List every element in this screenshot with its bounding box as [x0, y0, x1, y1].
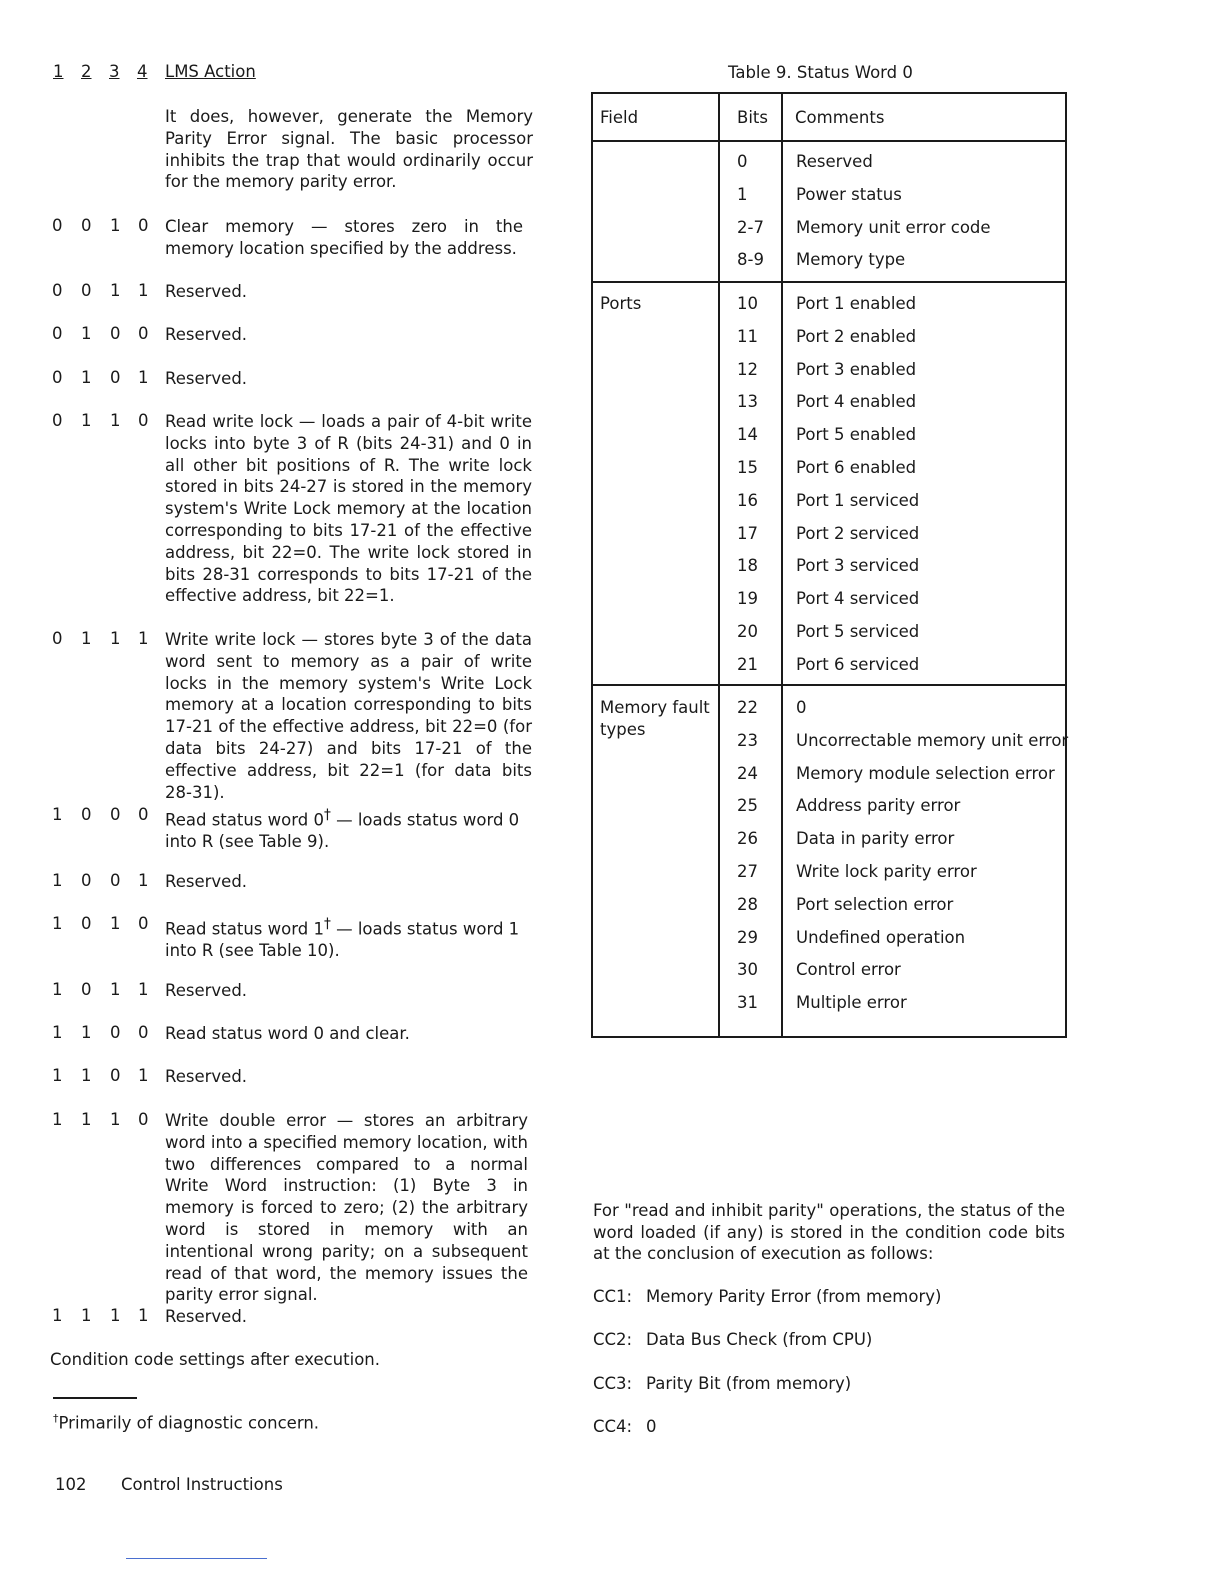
bits-cell: 2-7 [737, 218, 764, 237]
entry-text-part: — loads status word 0 into R (see Table 9). [165, 810, 520, 852]
cc-desc: 0 [646, 1417, 657, 1436]
cc-item [593, 1417, 657, 1436]
bit: 1 [110, 980, 121, 999]
bit: 0 [52, 411, 63, 430]
entry-text: Reserved. [165, 1307, 248, 1326]
bit: 0 [110, 368, 121, 387]
bit: 1 [110, 914, 121, 933]
blue-rule [126, 1558, 267, 1559]
bits-cell: 28 [737, 895, 758, 914]
bits-cell: 25 [737, 796, 758, 815]
row-divider [593, 684, 1065, 686]
field-memory-fault: Memory fault [600, 698, 710, 717]
bit: 0 [138, 411, 149, 430]
entry-text [165, 805, 545, 853]
bits-cell: 30 [737, 960, 758, 979]
page-section: Control Instructions [121, 1475, 283, 1494]
column-divider [781, 94, 783, 1036]
dagger-mark: † [323, 916, 331, 932]
bit: 0 [81, 281, 92, 300]
bit: 1 [138, 1066, 149, 1085]
bits-cell: 18 [737, 556, 758, 575]
inhibit-parity-paragraph: For "read and inhibit parity" operations, the status of the word loaded (if any) is stored in the condition code bits at the conclusion of execution as follows: [593, 1201, 1065, 1263]
cc-desc: Data Bus Check (from CPU) [646, 1330, 873, 1349]
bit: 0 [81, 216, 92, 235]
bits-cell: 13 [737, 392, 758, 411]
bit: 1 [81, 1306, 92, 1325]
comment-cell: Port 4 serviced [796, 589, 920, 608]
comment-cell: Address parity error [796, 796, 961, 815]
bit: 1 [138, 1306, 149, 1325]
comment-cell: Port 5 serviced [796, 622, 920, 641]
comment-cell: Port 2 enabled [796, 327, 917, 346]
bit: 0 [81, 914, 92, 933]
bit: 1 [138, 281, 149, 300]
bit: 0 [52, 281, 63, 300]
bit: 0 [81, 805, 92, 824]
bits-cell: 1 [737, 185, 748, 204]
bit-header-4: 4 [137, 62, 148, 81]
entry-text: Reserved. [165, 282, 248, 301]
entry-text: Reserved. [165, 872, 248, 891]
bit-header-1: 1 [53, 62, 64, 81]
cc-desc: Parity Bit (from memory) [646, 1374, 852, 1393]
bits-cell: 19 [737, 589, 758, 608]
bit: 1 [52, 805, 63, 824]
bit: 0 [52, 216, 63, 235]
lms-action-header: LMS Action [165, 62, 256, 81]
bit: 1 [138, 980, 149, 999]
comment-cell: Memory module selection error [796, 764, 1055, 783]
comment-cell: Port selection error [796, 895, 954, 914]
bit: 1 [81, 1110, 92, 1129]
bit: 1 [110, 1110, 121, 1129]
entry-text: Read write lock — loads a pair of 4-bit write locks into byte 3 of R (bits 24-31) and 0 in all other bit positions of R. The write lock stored in bits 24-27 is stored in the memory system's Write Lock memory at the location corresponding to bits 17-21 of the effective address, bit 22=0. The write lock stored in bits 28-31 corresponds to bits 17-21 of the effective address, bit 22=1. [165, 412, 532, 606]
bit: 1 [52, 980, 63, 999]
entry-text-part: Read status word 1 [165, 919, 324, 939]
comment-cell: Port 3 serviced [796, 556, 920, 575]
comment-cell: Write lock parity error [796, 862, 977, 881]
row-divider [593, 140, 1065, 142]
footnote-text: Primarily of diagnostic concern. [58, 1413, 320, 1433]
entry-text-part: Read status word 0 [165, 810, 324, 830]
condition-code-note: Condition code settings after execution. [50, 1350, 380, 1369]
bits-cell: 27 [737, 862, 758, 881]
bit: 1 [110, 216, 121, 235]
header-comments: Comments [795, 108, 885, 127]
bit: 0 [138, 914, 149, 933]
bit: 1 [81, 368, 92, 387]
bits-cell: 17 [737, 524, 758, 543]
entry-text: Write write lock — stores byte 3 of the data word sent to memory as a pair of write locks in the memory system's Write Lock memory at a location corresponding to bits 17-21 of the effective address, bit 22=0 (for data bits 24-27) and bits 17-21 of the effective address, bit 22=1 (for data bits 28-31). [165, 630, 532, 802]
footnote-rule [53, 1397, 137, 1399]
bits-cell: 24 [737, 764, 758, 783]
bits-cell: 20 [737, 622, 758, 641]
dagger-mark: † [53, 1412, 59, 1425]
table-caption: Table 9. Status Word 0 [728, 63, 913, 82]
bit: 1 [81, 1066, 92, 1085]
comment-cell: Port 2 serviced [796, 524, 920, 543]
bit: 1 [52, 1066, 63, 1085]
header-field: Field [600, 108, 639, 127]
comment-cell: Data in parity error [796, 829, 955, 848]
entry-text: Reserved. [165, 369, 248, 388]
bit: 1 [110, 629, 121, 648]
field-memory-fault-types: types [600, 720, 646, 739]
bits-cell: 16 [737, 491, 758, 510]
bit: 0 [138, 1110, 149, 1129]
bit: 1 [110, 281, 121, 300]
bit: 0 [110, 324, 121, 343]
cc-label: CC2: [593, 1330, 633, 1349]
bits-cell: 23 [737, 731, 758, 750]
entry-text: Reserved. [165, 1067, 248, 1086]
intro-paragraph: It does, however, generate the Memory Parity Error signal. The basic processor inhibits the trap that would ordinarily occur for the memory parity error. [165, 107, 533, 192]
comment-cell: Multiple error [796, 993, 907, 1012]
bit: 1 [52, 914, 63, 933]
bit: 1 [52, 871, 63, 890]
bit: 1 [138, 368, 149, 387]
comment-cell: Port 1 enabled [796, 294, 917, 313]
bit: 0 [138, 805, 149, 824]
bit-header-3: 3 [109, 62, 120, 81]
comment-cell: 0 [796, 698, 807, 717]
page-number: 102 [55, 1475, 87, 1494]
comment-cell: Port 3 enabled [796, 360, 917, 379]
comment-cell: Memory unit error code [796, 218, 991, 237]
comment-cell: Undefined operation [796, 928, 966, 947]
cc-desc: Memory Parity Error (from memory) [646, 1287, 942, 1306]
comment-cell: Port 6 serviced [796, 655, 920, 674]
bit: 0 [52, 629, 63, 648]
bit: 0 [110, 871, 121, 890]
bits-cell: 11 [737, 327, 758, 346]
bits-cell: 22 [737, 698, 758, 717]
bits-cell: 14 [737, 425, 758, 444]
bits-cell: 31 [737, 993, 758, 1012]
bit: 1 [52, 1023, 63, 1042]
bit: 1 [52, 1110, 63, 1129]
bits-cell: 8-9 [737, 250, 764, 269]
cc-item [593, 1287, 942, 1306]
bits-cell: 0 [737, 152, 748, 171]
bit: 0 [52, 324, 63, 343]
entry-text [165, 914, 540, 962]
comment-cell: Port 1 serviced [796, 491, 920, 510]
entry-text: Write double error — stores an arbitrary word into a specified memory location, with two differences compared to a normal Write Word instruction: (1) Byte 3 in memory is forced to zero; (2) the arbitrary word is stored in memory with an intentional wrong parity; on a subsequent read of that word, the memory issues the parity error signal. [165, 1111, 528, 1305]
bits-cell: 26 [737, 829, 758, 848]
bit: 0 [110, 805, 121, 824]
entry-text: Reserved. [165, 325, 248, 344]
comment-cell: Port 5 enabled [796, 425, 917, 444]
bit: 0 [52, 368, 63, 387]
bit: 1 [138, 629, 149, 648]
cc-label: CC1: [593, 1287, 633, 1306]
bit: 1 [81, 1023, 92, 1042]
bits-cell: 15 [737, 458, 758, 477]
entry-text: Read status word 0 and clear. [165, 1024, 410, 1043]
bit: 0 [138, 216, 149, 235]
bit: 1 [138, 871, 149, 890]
cc-item [593, 1374, 852, 1393]
footnote [53, 1412, 319, 1433]
cc-item [593, 1330, 873, 1349]
comment-cell: Port 4 enabled [796, 392, 917, 411]
dagger-mark: † [323, 807, 331, 823]
field-ports: Ports [600, 294, 642, 313]
bit: 0 [81, 980, 92, 999]
bit: 0 [138, 1023, 149, 1042]
bit-header-2: 2 [81, 62, 92, 81]
bit: 1 [110, 411, 121, 430]
comment-cell: Memory type [796, 250, 906, 269]
bit: 1 [81, 411, 92, 430]
comment-cell: Reserved [796, 152, 873, 171]
status-word-table [591, 92, 1067, 1038]
bit: 0 [110, 1023, 121, 1042]
header-bits: Bits [737, 108, 768, 127]
bit: 0 [138, 324, 149, 343]
bit: 1 [52, 1306, 63, 1325]
bits-cell: 29 [737, 928, 758, 947]
bit: 0 [81, 871, 92, 890]
bits-cell: 12 [737, 360, 758, 379]
entry-text-part: — loads status word 1 into R (see Table 10). [165, 919, 520, 961]
comment-cell: Port 6 enabled [796, 458, 917, 477]
cc-label: CC3: [593, 1374, 633, 1393]
comment-cell: Uncorrectable memory unit error [796, 731, 1069, 750]
cc-label: CC4: [593, 1417, 633, 1436]
bit: 1 [81, 629, 92, 648]
comment-cell: Control error [796, 960, 901, 979]
bit: 1 [81, 324, 92, 343]
bit: 0 [110, 1066, 121, 1085]
entry-text: Clear memory — stores zero in the memory location specified by the address. [165, 217, 523, 258]
entry-text: Reserved. [165, 981, 248, 1000]
bit: 1 [110, 1306, 121, 1325]
bits-cell: 21 [737, 655, 758, 674]
bits-cell: 10 [737, 294, 758, 313]
row-divider [593, 281, 1065, 283]
column-divider [718, 94, 720, 1036]
comment-cell: Power status [796, 185, 902, 204]
